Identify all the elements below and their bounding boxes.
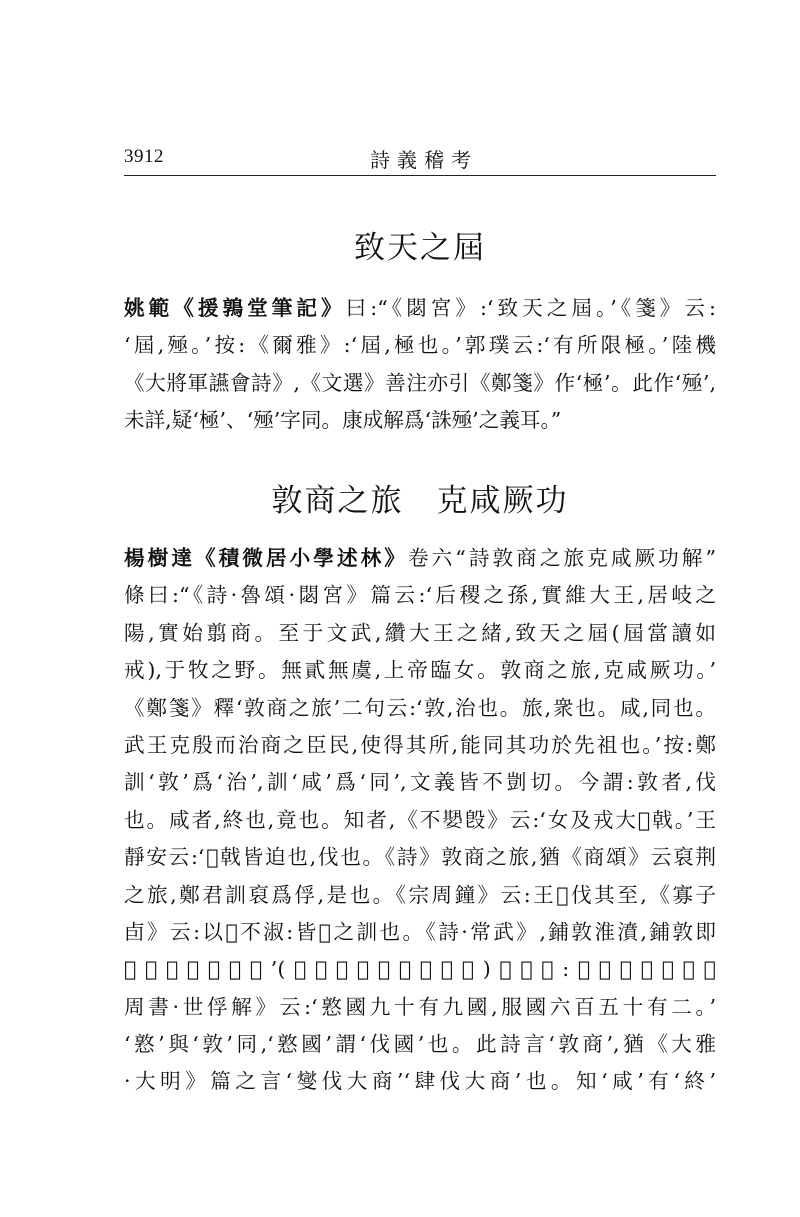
text-line: 未詳,疑‘極’、‘殛’字同。康成解爲‘誅殛’之義耳。” <box>124 408 562 433</box>
text-line: ·大明》篇之言‘燮伐大商’‘肆伐大商’也。知‘咸’有‘終’ <box>124 1069 716 1094</box>
section-title: 致天之屆 <box>354 230 486 266</box>
section-body <box>124 290 716 440</box>
text-line: 靜安云:‘𦎫戟皆迫也,伐也。《詩》敦商之旅,猶《商頌》云裒荆 <box>124 845 716 870</box>
text-line: 《鄭箋》釋‘敦商之旅’二句云:‘敦,治也。旅,衆也。咸,同也。 <box>124 695 716 720</box>
source-citation: 姚範《援鶉堂筆記》 <box>124 296 346 320</box>
text-line: 戒),于牧之野。無貳無虞,上帝臨女。敦商之旅,克咸厥功。’ <box>124 658 716 683</box>
text-line: ‘屆,殛。’按:《爾雅》:‘屆,極也。’郭璞云:‘有所限極。’陸機 <box>124 333 716 358</box>
text-line: 武王克殷而治商之臣民,使得其所,能同其功於先祖也。’按:鄭 <box>124 732 716 757</box>
page-number: 3912 <box>124 146 164 167</box>
text-line: 《大將軍讌會詩》,《文選》善注亦引《鄭箋》作‘極’。此作‘殛’, <box>124 370 716 395</box>
text-line: 𦎫戟之倒文矣。’(《不𡢁敦考釋》柒葉)樹達按:王説是也。《逸 <box>124 957 716 982</box>
text-line: 條曰:“《詩·魯頌·閟宮》篇云:‘后稷之孫,實維大王,居岐之 <box>124 583 716 608</box>
text-line: 卣》云:以𦎫不淑:皆𦎫之訓也。《詩·常武》,鋪敦淮濆,鋪敦即 <box>124 919 716 944</box>
section-body <box>124 540 716 1101</box>
text-line: 楊樹達《積微居小學述林》卷六“詩敦商之旅克咸厥功解” <box>124 546 716 570</box>
text-line: ‘憝’與‘敦’同,‘憝國’謂‘伐國’也。此詩言‘敦商’,猶《大雅 <box>124 1032 716 1057</box>
text-line: 陽,實始翦商。至于文武,纘大王之緒,致天之屆(屆當讀如 <box>124 620 716 645</box>
text-line: 姚範《援鶉堂筆記》曰:“《閟宮》:‘致天之屆。’《箋》云: <box>124 296 716 320</box>
header-rule <box>124 175 716 176</box>
text-line: 周書·世俘解》云:‘憝國九十有九國,服國六百五十有二。’ <box>124 994 716 1019</box>
text-line: 訓‘敦’爲‘治’,訓‘咸’爲‘同’,文義皆不剴切。今謂:敦者,伐 <box>124 770 716 795</box>
section-title: 敦商之旅 克咸厥功 <box>271 483 569 519</box>
text-line: 之旅,鄭君訓裒爲俘,是也。《宗周鐘》云:王𦎫伐其至,《寡子 <box>124 882 716 907</box>
source-citation: 楊樹達《積微居小學述林》 <box>124 546 408 570</box>
text-line: 也。咸者,終也,竟也。知者,《不𡢁𣪘》云:‘女及戎大𦎫戟。’王 <box>124 807 716 832</box>
page-header <box>124 146 716 176</box>
running-title: 詩義稽考 <box>370 148 478 172</box>
